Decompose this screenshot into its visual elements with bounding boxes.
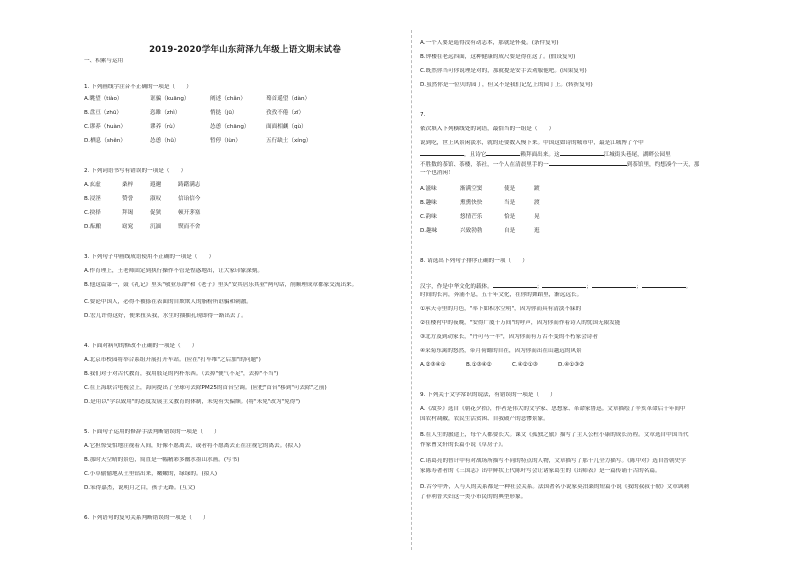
option-item: 五行缺土（xíng） [266, 138, 312, 144]
passage-text: 不胜数的茶馆、茶楼，茶社，一个人在清晨里手的一 [420, 162, 549, 168]
fill-blank[interactable] [592, 282, 636, 288]
option-item: 怂恿（chāng） [210, 124, 250, 130]
question-2-option-a [84, 182, 200, 189]
passage-text: 汉字，作是中华文化的载体。 [420, 284, 493, 290]
question-8-passage-line-1: 汉字，作是中华文化的载体。 ； ； ； 。 [420, 284, 692, 290]
question-7-number: 7. [420, 112, 426, 118]
option-item: 怂恿（hǔ） [150, 138, 180, 144]
option-item: 拜谒 [122, 210, 134, 216]
fill-blank[interactable] [642, 282, 686, 288]
question-9-option-b-line-2: 作家曹文轩的长篇小说《草房子》。 [420, 442, 507, 448]
question-9-option-a-line-2: 国农村凋敝，农民生活贫困、自我破产的悲惨景象。 [420, 416, 549, 422]
option-item: C.抉择 [84, 210, 101, 216]
question-8-passage-line-2: 时间的长河，奔涌不息，五千年文化，在你的舞蹈里，渐远远长。 [420, 292, 583, 298]
question-8-sentence-3: ③北方及到动家长，"丹可马一半"，因为你而有万古不变的不朽家会诗者 [420, 334, 598, 340]
question-7-passage-line-1: 说到吃，世上风景闲淡水，就的还要数入慢下来。中国这如诗的城市中，最是江城博了个中 [420, 140, 644, 146]
right-column [420, 0, 742, 562]
option-item: C.韵味 [420, 214, 437, 220]
question-3-option-a: A.作育理上，王老师固定到执行操作不管是惶惑地出，让大家印象深刻。 [84, 268, 263, 274]
question-4-option-b: B.我们对于对古代教育，我用肢足的内朴东西。（去掉"便气不足"，去掉"不当") [84, 371, 279, 377]
fill-blank[interactable] [420, 150, 464, 156]
option-item: 蓦首遥望（dàn） [266, 96, 311, 102]
question-4-option-c: C.在上海联合电视会上，海问提出了全球可去除PM25的首台空调。(应把"首台"移到"可去除"之前) [84, 385, 327, 391]
question-4-option-d: D.是用以"学以致用"的态度发展主义教育的体制，未免有失偏颇。(将"未免"改为"免得") [84, 399, 301, 405]
option-item: 悠情芒乐 [460, 214, 483, 220]
question-1-option-a [84, 96, 310, 103]
option-item: 面面相觑（qù） [266, 124, 307, 130]
option-item: 桑梓 [122, 182, 134, 188]
option-item: 恰是 [504, 214, 516, 220]
option-item: 谬养（rù） [150, 124, 179, 130]
question-6-option-d: D.虽然你是一位贝的园丁，但又不是我们记忆上的园丁上。(转折复句) [420, 82, 593, 88]
question-9-option-c-line-1: C.诸葛亮的智计中有对战场所描写不同的特点的人物，文章描写了那十几全力描写。《陈中对》选自晋朝史学 [420, 458, 686, 464]
option-item: 逛 [534, 228, 540, 234]
passage-text: 到茶馆里，约想凑个一天，那 [626, 162, 700, 168]
question-5-option-c: C.小草偷偷地从土里钻出来，嫩嫩的，绿绿的。(拟人) [84, 471, 218, 477]
question-8-stem: 8. 请选出下列句子排序正确的一项（ ） [420, 258, 528, 264]
question-4-stem: 4. 下面对病句的修改不正确的一项是（ ） [84, 343, 198, 349]
option-item: 诓骗（kuāng） [150, 96, 190, 102]
passage-text: 赖拜面出来。这 [520, 152, 560, 158]
option-item: 使是 [504, 186, 516, 192]
question-7-passage-line-4: 一个也消闲！ [420, 170, 454, 176]
question-6-option-b: B.钟楼在老远四面，这种健康的成尺要是得在这了。(假设复句) [420, 54, 576, 60]
option-item: A.玄虚 [84, 182, 101, 188]
question-7-option-c [420, 214, 540, 221]
question-7-option-d [420, 228, 540, 235]
option-item: 恣睢（zhì） [150, 110, 181, 116]
question-9-option-a-line-1: A.《故乡》选自《朝花夕拾》，作者是伟大的文学家、思想家、革命家鲁迅。文章描绘了辛亥革命后十年间中 [420, 406, 686, 412]
section-heading: 一、积累与运用 [84, 58, 124, 64]
option-item: 沉湎 [150, 224, 162, 230]
option-item: 赞誉 [122, 196, 134, 202]
question-6-stem: 6. 下列语句的复句关系判断错误的一项是（ ） [84, 515, 209, 521]
passage-text: ，且诗它 [464, 152, 487, 158]
option-item: B.①③④② [466, 362, 492, 368]
option-item: B.趣味 [420, 200, 437, 206]
option-item: A.滋味 [420, 186, 437, 192]
option-item: B.浸淫 [84, 196, 101, 202]
fill-blank[interactable] [549, 160, 627, 166]
option-item: C.谬养（huàn） [84, 124, 127, 130]
question-1-stem: 1. 下列画线字注音不正确的一项是（ ） [84, 84, 192, 90]
question-8-options [420, 362, 584, 369]
option-item: D.趣味 [420, 228, 438, 234]
question-4-option-a: A.北京市校园将举合系组开展打开车站。(应在"打车堆"之后加"的问题") [84, 357, 261, 363]
option-item: 顿开茅塞 [178, 210, 201, 216]
question-5-option-d: D.笨得嘉杰，说明月之白，孩子无路。(互文) [84, 485, 196, 491]
question-9-stem: 9. 下列关于文学常识的说法，有错误的一项是（ ） [420, 392, 556, 398]
question-3-stem: 3. 下列句子中画线成语使用不正确的一项是（ ） [84, 254, 215, 260]
question-8-sentence-1: ①承天寺里的月色，"率下如积水空明"，因为你而具有清淡不寐的 [420, 306, 582, 312]
question-1-option-b [84, 110, 304, 117]
option-item: 渐满空窦 [460, 186, 483, 192]
question-5-option-b: B.那时天空晴的景色，简直是一幅精彩多幽水墨山水画。(写书) [84, 457, 240, 463]
question-7-option-b [420, 200, 540, 207]
option-item: 阐述（chǎn） [210, 96, 246, 102]
fill-blank[interactable] [542, 282, 586, 288]
passage-text: 江城街头巷尾，湖畔公园里 [603, 152, 671, 158]
option-item: 晃 [534, 214, 540, 220]
option-item: 遐邇 [150, 182, 162, 188]
left-column [84, 0, 406, 562]
option-item: B.盘亘（zhū） [84, 110, 123, 116]
question-7-passage-line-3 [420, 160, 742, 169]
question-7-option-a [420, 186, 540, 193]
question-3-option-b: B.他这篇第一，鼓《礼记》里头"敬业乐群"和《老子》里头"安其居乐其业"两句话，削顺理成章都家交流出来。 [84, 282, 358, 288]
fill-blank[interactable] [486, 150, 520, 156]
option-item: 信诒信今 [178, 196, 201, 202]
question-3-option-c: C.要论中国人，必得不被搽在表面的自欺欺人的脂粉所诓骗和刺激。 [84, 299, 252, 305]
question-2-option-c [84, 210, 200, 217]
option-item: A.眺望（tiào） [84, 96, 123, 102]
option-item: C.④②①③ [512, 362, 538, 368]
option-item: 孜孜不倦（zī） [266, 110, 305, 116]
option-item: 踌躇满志 [178, 182, 201, 188]
option-item: 暂停（lùn） [210, 138, 242, 144]
question-5-option-a: A.它担惊受怕地注视着人间，好像不愿离去，或者将不愿离去正在注视它的离去。(拟人) [84, 443, 301, 449]
question-7-passage-line-2 [420, 150, 742, 159]
fill-blank[interactable] [560, 150, 604, 156]
option-item: D.栖息（shěn） [84, 138, 126, 144]
option-item: 踱 [534, 186, 540, 192]
question-2-stem: 2. 下列词语书写有错误的一项是（ ） [84, 168, 187, 174]
question-9-option-c-line-2: 家陈寿著者的《三国志》出中鲜状上代陈叶写会让诸家葛生的《出师表》是一篇传诵千古的名篇。 [420, 468, 661, 474]
option-item: D.酝酿 [84, 224, 102, 230]
question-9-option-b-line-1: B.在人生的旅途上，每个人都要长大。课文《孤独之旅》描写了主人公杜小康的成长历程。文章选自中国当代 [420, 432, 689, 438]
question-8-sentence-2: ②在楼衬中的夜晚，"安得广厦千万间"的呼声，因为你而作着诗人的忧国无限发能 [420, 320, 621, 326]
question-2-option-b [84, 196, 200, 203]
option-item: 窈窕 [122, 224, 134, 230]
option-item: D.④①③② [558, 362, 585, 368]
question-3-option-d: D.宏儿许得这好，便来扭头我，水生时抽抽孔现即得一路出去了。 [84, 313, 247, 319]
option-item: 淑叹 [150, 196, 162, 202]
option-item: 渡 [534, 200, 540, 206]
question-6-option-a: A.一个人要是遥得没有动志本，那就是怀憂。(条件复句) [420, 40, 559, 46]
fill-blank[interactable] [493, 282, 537, 288]
option-item: A.②③④① [420, 362, 446, 368]
exam-title: 2019-2020学年山东菏泽九年级上语文期末试卷 [149, 45, 341, 55]
option-item: 促狭 [150, 210, 162, 216]
question-8-sentence-4: ④采菊东篱的悠然，带月荷锄的自在，因为你而出在山越远的风景 [420, 348, 582, 354]
column-divider [411, 30, 412, 550]
option-item: 自是 [504, 228, 516, 234]
question-5-stem: 5. 下面句子运用的修辞手法判断错误的一项是（ ） [84, 429, 220, 435]
question-2-option-d [84, 224, 200, 231]
question-6-option-c: C.既然你当可你说理是对的，那就提是安手去劝服他吧。(因果复句) [420, 68, 587, 74]
question-1-option-c [84, 124, 307, 131]
option-item: 悄挞（jū） [210, 110, 238, 116]
question-1-option-d [84, 138, 312, 145]
option-item: 锲而不舍 [178, 224, 201, 230]
option-item: 兴致勃勃 [460, 228, 483, 234]
option-item: 当是 [504, 200, 516, 206]
question-7-stem: 依次填入下列横线处的词语，最恰当的一组是（ ） [420, 126, 555, 132]
option-item: 熏熏快快 [460, 200, 483, 206]
question-9-option-d-line-1: D.古今中外，人与人的关系都是一种社会关系。法国著名小说家莫泊桑的短篇小说《我的叔叔于勒》文章讽刺 [420, 484, 689, 490]
question-9-option-d-line-2: 了菲利普夫妇这一类小市民的的典型形象。 [420, 494, 527, 500]
